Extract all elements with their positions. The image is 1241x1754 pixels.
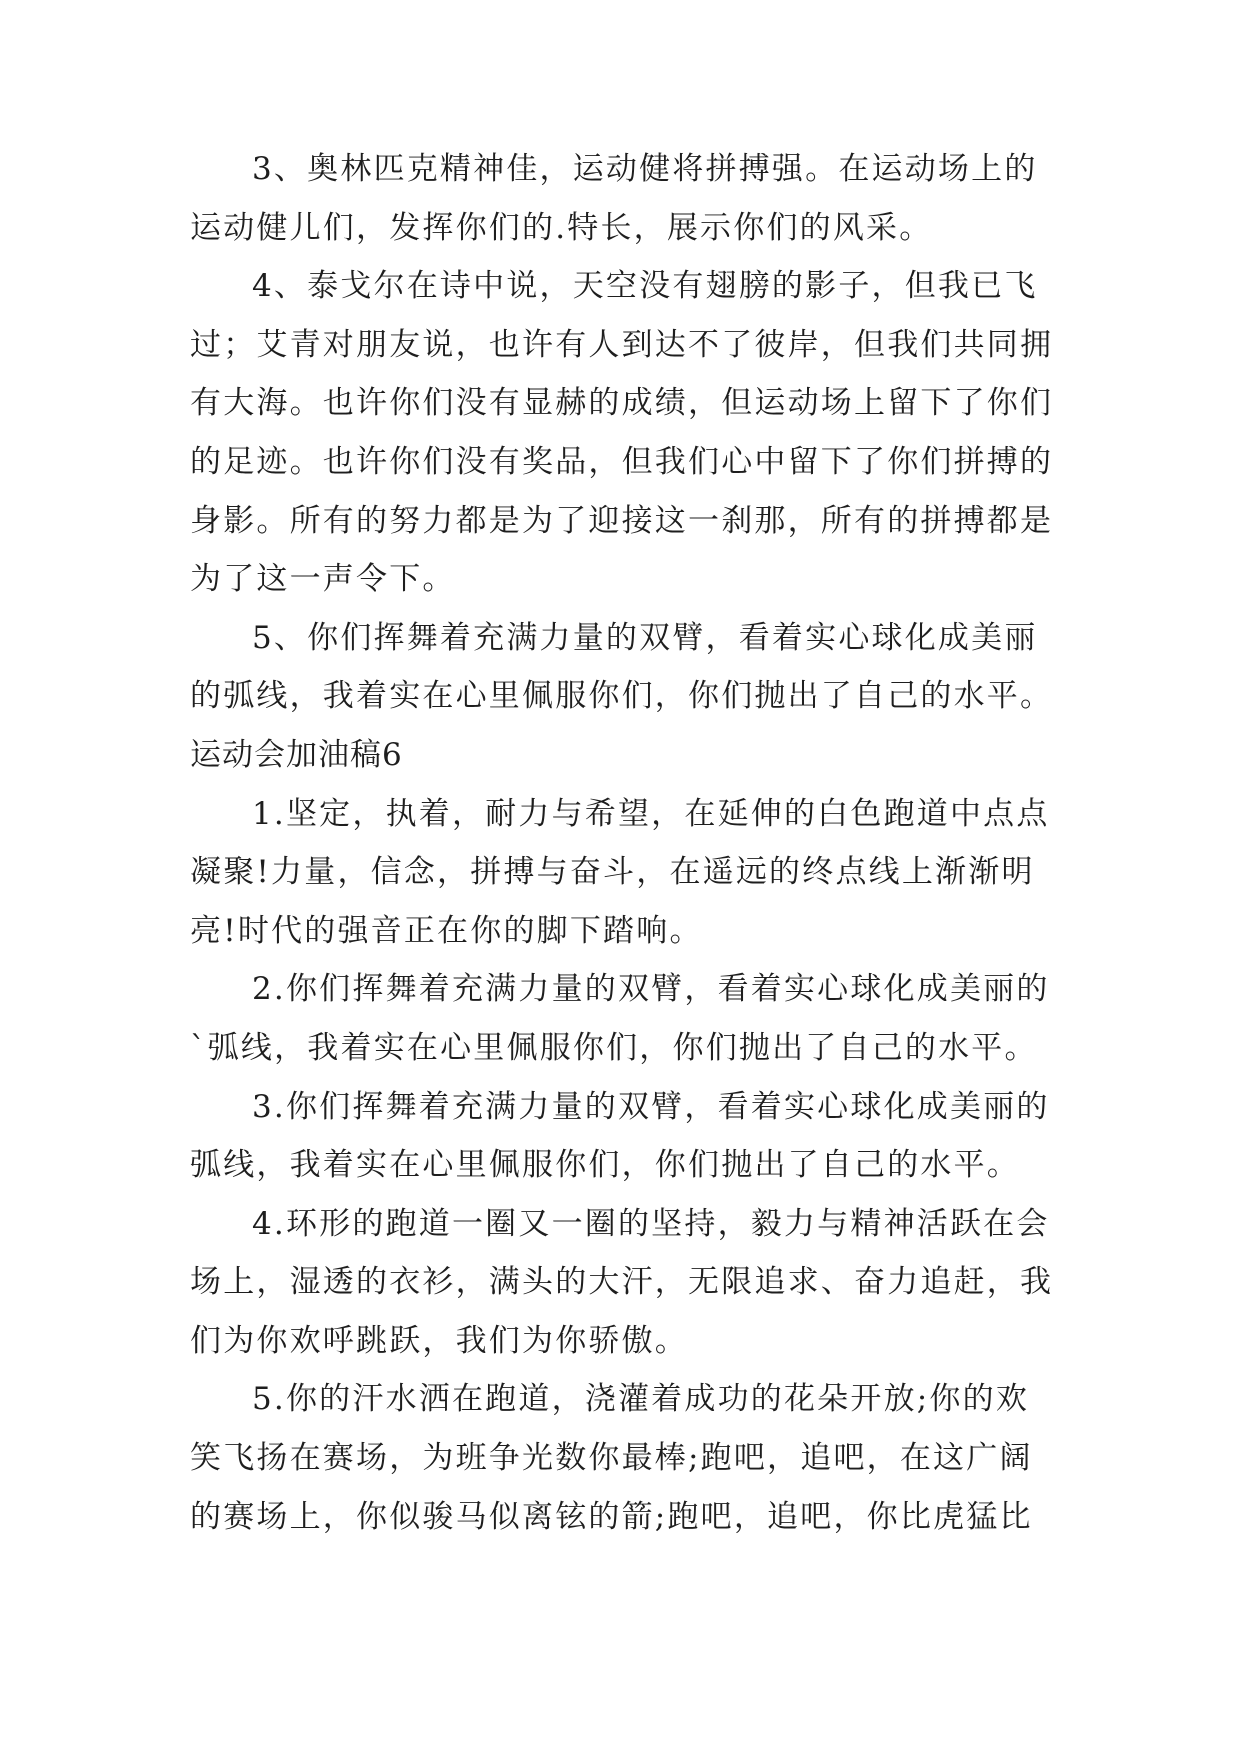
text-line: 亮!时代的强音正在你的脚下踏响。 xyxy=(190,912,703,949)
text-line: `弧线，我着实在心里佩服你们，你们抛出了自己的水平。 xyxy=(190,1029,1038,1066)
text-line: 4、泰戈尔在诗中说，天空没有翅膀的影子，但我已飞 xyxy=(252,268,1038,305)
text-line: 为了这一声令下。 xyxy=(190,561,456,598)
text-line: 过；艾青对朋友说，也许有人到达不了彼岸，但我们共同拥 xyxy=(190,326,1054,363)
text-line: 的弧线，我着实在心里佩服你们，你们抛出了自己的水平。 xyxy=(190,678,1054,715)
text-line: 弧线，我着实在心里佩服你们，你们抛出了自己的水平。 xyxy=(190,1147,1020,1184)
text-line: 凝聚!力量，信念，拼搏与奋斗，在遥远的终点线上渐渐明 xyxy=(190,854,1035,891)
text-line: 的赛场上，你似骏马似离铉的箭;跑吧，追吧，你比虎猛比 xyxy=(190,1498,1033,1535)
text-line: 1.坚定，执着，耐力与希望，在延伸的白色跑道中点点 xyxy=(252,795,1050,832)
text-line: 身影。所有的努力都是为了迎接这一刹那，所有的拼搏都是 xyxy=(190,502,1054,539)
text-line: 3、奥林匹克精神佳，运动健将拼搏强。在运动场上的 xyxy=(252,151,1038,187)
section-heading: 运动会加油稿6 xyxy=(190,736,403,773)
document-body xyxy=(190,140,1070,1546)
text-line: 5.你的汗水洒在跑道，浇灌着成功的花朵开放;你的欢 xyxy=(252,1381,1030,1418)
text-line: 2.你们挥舞着充满力量的双臂，看着实心球化成美丽的 xyxy=(252,971,1050,1008)
text-line: 的足迹。也许你们没有奖品，但我们心中留下了你们拼搏的 xyxy=(190,443,1054,480)
text-line: 笑飞扬在赛场，为班争光数你最棒;跑吧，追吧，在这广阔 xyxy=(190,1440,1033,1477)
text-line: 4.环形的跑道一圈又一圈的坚持，毅力与精神活跃在会 xyxy=(252,1205,1050,1242)
text-line: 3.你们挥舞着充满力量的双臂，看着实心球化成美丽的 xyxy=(252,1088,1050,1125)
text-line: 们为你欢呼跳跃，我们为你骄傲。 xyxy=(190,1322,688,1359)
text-line: 运动健儿们，发挥你们的.特长，展示你们的风采。 xyxy=(190,209,933,246)
text-line: 场上，湿透的衣衫，满头的大汗，无限追求、奋力追赶，我 xyxy=(190,1264,1054,1301)
text-line: 有大海。也许你们没有显赫的成绩，但运动场上留下了你们 xyxy=(190,385,1054,422)
text-line: 5、你们挥舞着充满力量的双臂，看着实心球化成美丽 xyxy=(252,619,1038,656)
